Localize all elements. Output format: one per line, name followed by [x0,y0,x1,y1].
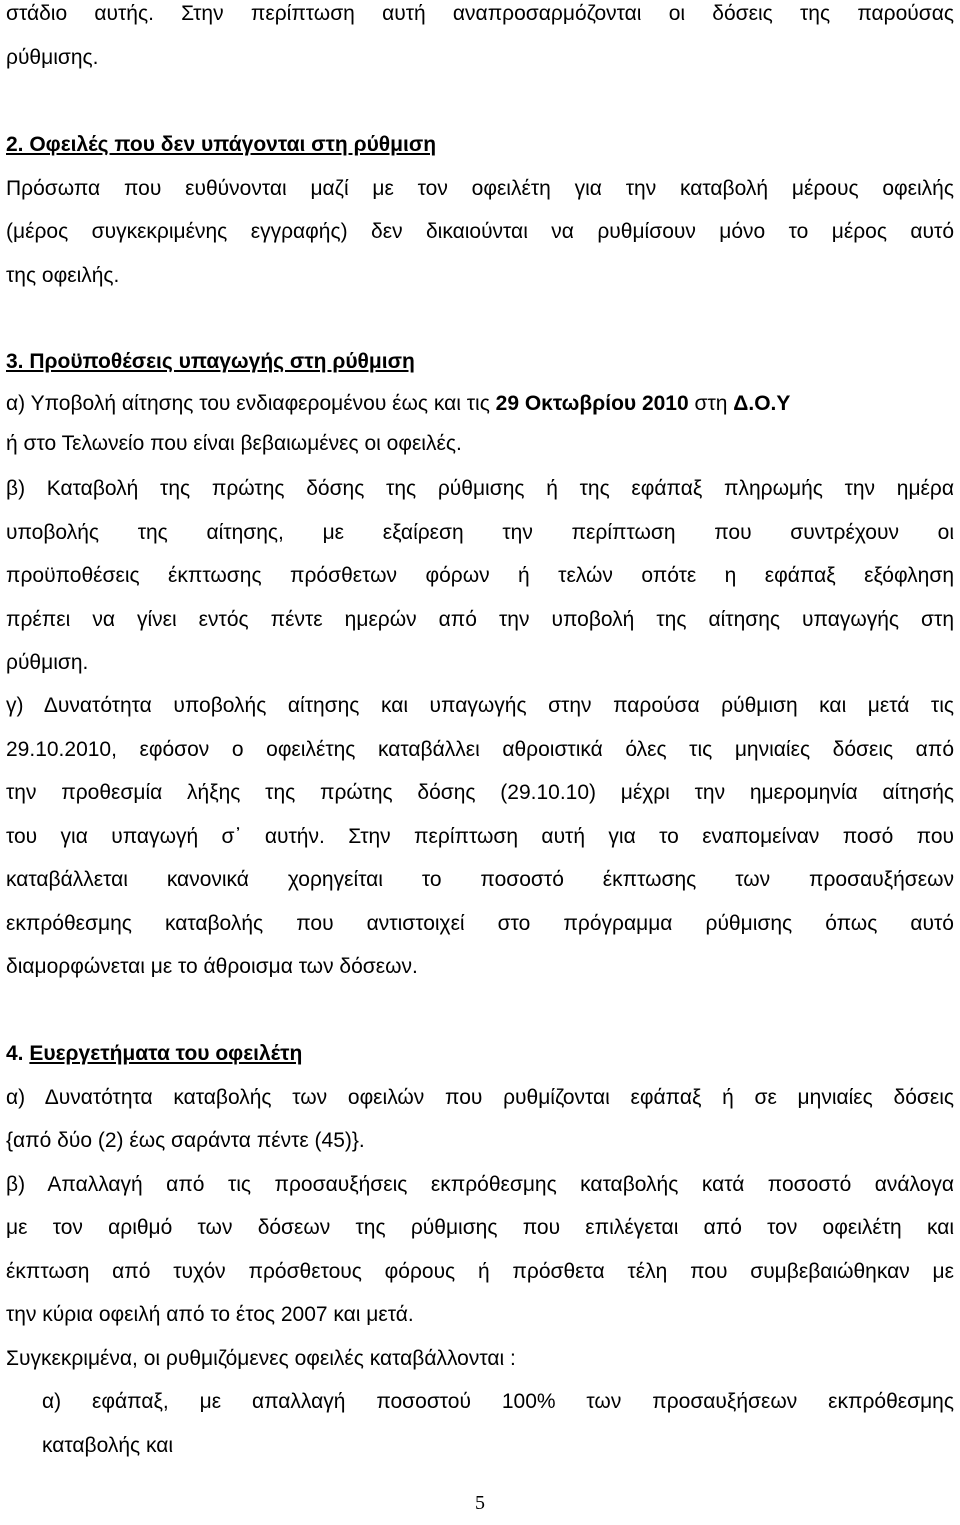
section-4-item-a-line: α) εφάπαξ, με απαλλαγή ποσοστού 100% των προσαυξήσεων εκπρόθεσμης [42,1390,954,1413]
section-2-line: της οφειλής. [6,264,120,287]
section-3-c-line: γ) Δυνατότητα υποβολής αίτησης και υπαγωγής στην παρούσα ρύθμιση και μετά τις [6,694,954,717]
section-3-heading: 3. Προϋποθέσεις υπαγωγής στη ρύθμιση [6,350,415,373]
section-2-heading: 2. Οφειλές που δεν υπάγονται στη ρύθμιση [6,133,437,156]
intro-line: στάδιο αυτής. Στην περίπτωση αυτή αναπροσαρμόζονται οι δόσεις της παρούσας [6,2,954,25]
intro-line: ρύθμισης. [6,46,99,69]
section-3-b-line: ρύθμιση. [6,651,89,674]
section-3-c-line: 29.10.2010, εφόσον ο οφειλέτης καταβάλλει αθροιστικά όλες τις μηνιαίες δόσεις από [6,738,954,761]
section-4-a-line: {από δύο (2) έως σαράντα πέντε (45)}. [6,1129,365,1152]
section-3-c-line: εκπρόθεσμης καταβολής που αντιστοιχεί στο πρόγραμμα ρύθμισης όπως αυτό [6,912,954,935]
section-4-specifically: Συγκεκριμένα, οι ρυθμιζόμενες οφειλές καταβάλλονται : [6,1347,516,1370]
section-3-b-line: προϋποθέσεις έκπτωσης πρόσθετων φόρων ή τελών οπότε η εφάπαξ εξόφληση [6,564,954,587]
section-4-heading: 4. Ευεργετήματα του οφειλέτη [6,1042,303,1065]
section-3-b-line: πρέπει να γίνει εντός πέντε ημερών από την υποβολή της αίτησης υπαγωγής στη [6,608,954,631]
section-3-b-line: β) Καταβολή της πρώτης δόσης της ρύθμισης ή της εφάπαξ πληρωμής την ημέρα [6,477,954,500]
tax-office-abbr: Δ.Ο.Υ [733,392,791,415]
section-3-c-line: διαμορφώνεται με το άθροισμα των δόσεων. [6,955,418,978]
section-4-b-line: έκπτωση από τυχόν πρόσθετους φόρους ή πρόσθετα τέλη που συμβεβαιώθηκαν με [6,1260,954,1283]
deadline-date: 29 Οκτωβρίου 2010 [495,392,689,415]
section-2-line: Πρόσωπα που ευθύνονται μαζί με τον οφειλέτη για την καταβολή μέρους οφειλής [6,177,954,200]
section-4-b-line: την κύρια οφειλή από το έτος 2007 και μετά. [6,1303,414,1326]
section-3-c-line: του για υπαγωγή σ᾽ αυτήν. Στην περίπτωση αυτή για το εναπομείναν ποσό που [6,825,954,848]
section-4-item-a-line: καταβολής και [42,1434,174,1457]
section-3-c-line: καταβάλλεται κανονικά χορηγείται το ποσοστό έκπτωσης των προσαυξήσεων [6,868,954,891]
section-3-a-line: α) Υποβολή αίτησης του ενδιαφερομένου έως και τις 29 Οκτωβρίου 2010 στη Δ.Ο.Υ [6,392,791,415]
section-4-a-line: α) Δυνατότητα καταβολής των οφειλών που ρυθμίζονται εφάπαξ ή σε μηνιαίες δόσεις [6,1086,954,1109]
page-number: 5 [475,1492,485,1514]
section-3-b-line: υποβολής της αίτησης, με εξαίρεση την περίπτωση που συντρέχουν οι [6,521,954,544]
section-4-b-line: με τον αριθμό των δόσεων της ρύθμισης που επιλέγεται από τον οφειλέτη και [6,1216,954,1239]
section-3-c-line: την προθεσμία λήξης της πρώτης δόσης (29.10.10) μέχρι την ημερομηνία αίτησής [6,781,954,804]
section-4-b-line: β) Απαλλαγή από τις προσαυξήσεις εκπρόθεσμης καταβολής κατά ποσοστό ανάλογα [6,1173,954,1196]
section-2-line: (μέρος συγκεκριμένης εγγραφής) δεν δικαιούνται να ρυθμίσουν μόνο το μέρος αυτό [6,220,954,243]
section-3-a-line: ή στο Τελωνείο που είναι βεβαιωμένες οι οφειλές. [6,432,462,455]
